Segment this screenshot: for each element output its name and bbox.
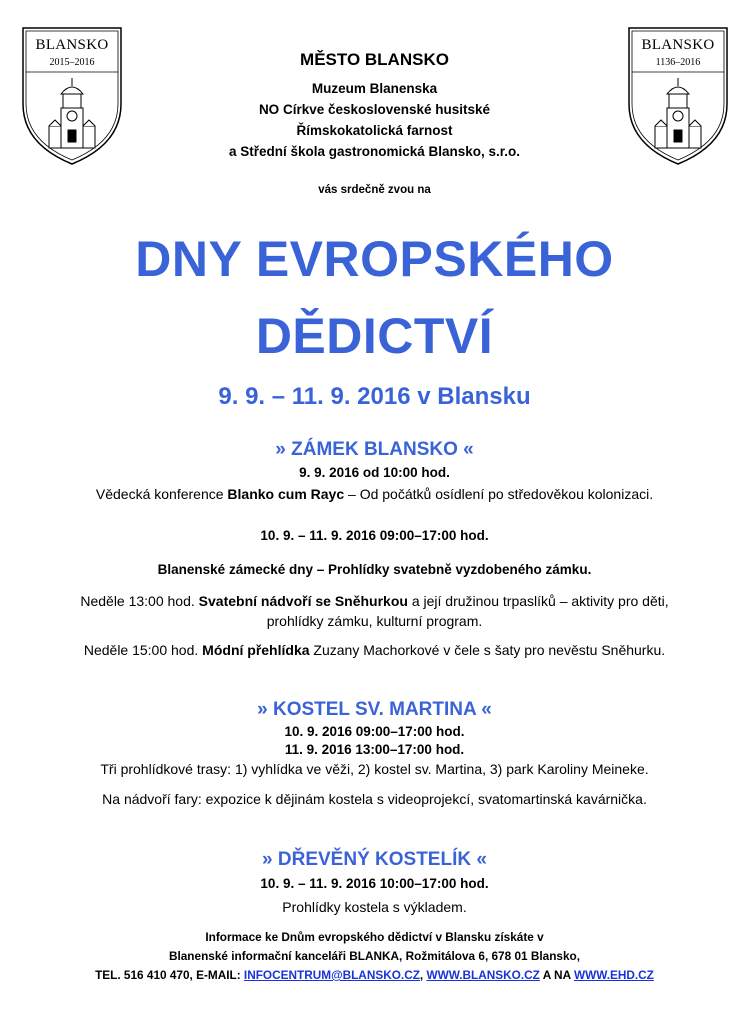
organizer-1: Muzeum Blanenska xyxy=(311,81,438,96)
zamek-sunday-1 xyxy=(0,591,749,611)
section-heading-zamek: » ZÁMEK BLANSKO « xyxy=(275,439,474,460)
conference-suffix: – Od počátků osídlení po středověkou kolonizaci. xyxy=(344,486,654,502)
footer-line-1: Informace ke Dnům evropského dědictví v Blansku získáte v xyxy=(205,930,544,944)
crest-right-name: BLANSKO xyxy=(641,37,715,53)
kostelik-text: Prohlídky kostela s výkladem. xyxy=(282,899,467,915)
sunday-1-title: Svatební nádvoří se Sněhurkou xyxy=(198,593,408,609)
kostel-date-2: 11. 9. 2016 13:00–17:00 hod. xyxy=(284,742,465,757)
city-name: MĚSTO BLANSKO xyxy=(300,50,449,69)
zamek-date-2: 10. 9. – 11. 9. 2016 09:00–17:00 hod. xyxy=(260,528,489,543)
organizer-4: a Střední škola gastronomická Blansko, s.r.o. xyxy=(228,144,521,159)
zamek-conference xyxy=(0,484,749,504)
crest-left-years: 2015–2016 xyxy=(49,57,95,68)
blansko-web-link[interactable]: WWW.BLANSKO.CZ xyxy=(426,968,540,982)
invitation-text: vás srdečně zvou na xyxy=(318,184,431,196)
footer-and: A NA xyxy=(539,968,574,982)
sunday-1-prefix: Neděle 13:00 hod. xyxy=(80,593,199,609)
kostelik-date: 10. 9. – 11. 9. 2016 10:00–17:00 hod. xyxy=(260,876,489,891)
zamek-sunday-2 xyxy=(0,640,749,660)
kostel-date-1: 10. 9. 2016 09:00–17:00 hod. xyxy=(284,724,465,739)
ehd-web-link[interactable]: WWW.EHD.CZ xyxy=(573,968,654,982)
organizer-2: NO Církve československé husitské xyxy=(258,102,491,117)
sunday-1-suffix: a její družinou trpaslíků – aktivity pro děti, xyxy=(407,593,669,609)
section-heading-kostel: » KOSTEL SV. MARTINA « xyxy=(257,699,492,720)
kostel-routes: Tři prohlídkové trasy: 1) vyhlídka ve věži, 2) kostel sv. Martina, 3) park Karoliny Meineke. xyxy=(100,761,649,777)
crest-right-years: 1136–2016 xyxy=(655,57,701,68)
main-title-line-2: DĚDICTVÍ xyxy=(255,308,494,364)
zamek-sunday-1-line-2: prohlídky zámku, kulturní program. xyxy=(266,613,483,629)
event-dates: 9. 9. – 11. 9. 2016 v Blansku xyxy=(218,383,531,410)
section-heading-kostelik: » DŘEVĚNÝ KOSTELÍK « xyxy=(262,849,487,870)
footer-contact: TEL. 516 410 470, E-MAIL: xyxy=(95,968,244,982)
main-title-line-1: DNY EVROPSKÉHO xyxy=(135,231,614,287)
footer-separator: , xyxy=(419,968,427,982)
sunday-2-suffix: Zuzany Machorkové v čele s šaty pro nevěstu Sněhurku. xyxy=(309,642,666,658)
email-link[interactable]: INFOCENTRUM@BLANSKO.CZ xyxy=(243,968,420,982)
zamek-days: Blanenské zámecké dny – Prohlídky svatebně vyzdobeného zámku. xyxy=(157,562,592,577)
conference-title: Blanko cum Rayc xyxy=(227,486,345,502)
crest-left-name: BLANSKO xyxy=(35,37,109,53)
organizer-3: Římskokatolická farnost xyxy=(296,123,453,138)
sunday-2-prefix: Neděle 15:00 hod. xyxy=(83,642,203,658)
zamek-date-1: 9. 9. 2016 od 10:00 hod. xyxy=(299,465,450,480)
sunday-2-title: Módní přehlídka xyxy=(202,642,310,658)
kostel-fara: Na nádvoří fary: expozice k dějinám kostela s videoprojekcí, svatomartinská kavárnička. xyxy=(102,791,647,807)
footer-line-2: Blanenské informační kanceláři BLANKA, Rožmitálova 6, 678 01 Blansko, xyxy=(168,949,581,963)
conference-prefix: Vědecká konference xyxy=(95,486,228,502)
footer-line-3 xyxy=(0,966,749,985)
